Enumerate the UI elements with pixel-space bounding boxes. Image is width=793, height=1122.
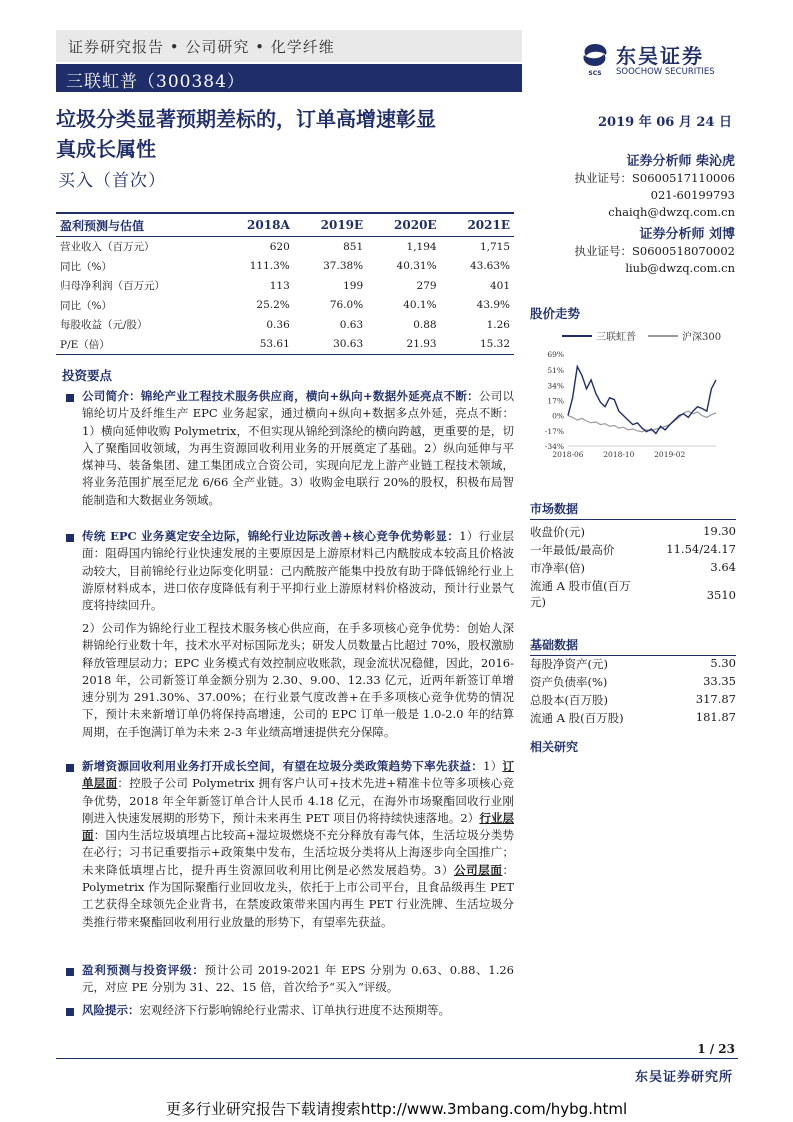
bullet-icon	[66, 1008, 74, 1016]
market-label: 收盘价(元)	[530, 525, 585, 539]
forecast-header: 2019E	[294, 213, 367, 237]
forecast-table	[56, 212, 514, 355]
y-tick-label: 0%	[552, 411, 564, 421]
report-date: 2019 年 06 月 24 日	[598, 115, 732, 130]
market-data-table	[530, 524, 736, 610]
point-6-heading: 风险提示：	[82, 1003, 140, 1017]
table-cell: 199	[343, 279, 364, 292]
related-research-title: 相关研究	[530, 740, 579, 754]
basic-label: 资产负债率(%)	[530, 675, 608, 689]
logo-mark-text: SCS	[588, 70, 602, 76]
forecast-header-row	[56, 213, 514, 237]
point-4-text-3: ：国内生活垃圾填埋占比较高+湿垃圾燃烧不充分释放有毒气体，生活垃圾分类势在必行；习书记重要指示+政策集中发布，生活垃圾分类将从上海逐步向全国推广；未来降低填埋占比，提升再生资源回收利用比例是必然发展趋势。3）	[82, 828, 514, 877]
table-row	[530, 692, 736, 710]
point-recycling	[82, 758, 514, 931]
point-company-intro	[82, 388, 514, 509]
table-cell: 1,194	[406, 240, 437, 253]
point-epc-advantages	[82, 620, 514, 741]
table-cell: 43.63%	[469, 260, 510, 273]
y-tick-label: 51%	[547, 366, 564, 376]
analyst-1-name: 证券分析师 柴沁虎	[626, 154, 735, 169]
table-cell: 279	[416, 279, 437, 292]
table-cell: 归母净利润（百万元）	[60, 280, 165, 293]
soochow-logo-icon	[580, 42, 610, 76]
y-tick-label: 69%	[547, 350, 564, 359]
table-cell: 同比（%）	[60, 299, 112, 312]
point-5-text: 预计公司 2019-2021 年 EPS 分别为 0.63、0.88、1.26 元，对应 PE 分别为 31、22、15 倍，首次给予“买入”评级。	[82, 963, 515, 995]
table-cell: 21.93	[367, 335, 440, 355]
basic-label: 流通 A 股(百万股)	[530, 711, 624, 725]
forecast-header: 2021E	[441, 213, 514, 237]
table-cell: 40.31%	[396, 260, 437, 273]
market-label: 流通 A 股市值(百万元)	[530, 579, 631, 609]
basic-value: 317.87	[695, 692, 736, 706]
table-row	[56, 276, 514, 296]
report-title-line1: 垃圾分类显著预期差标的，订单高增速彰显	[56, 107, 436, 131]
report-title-line2: 真成长属性	[56, 137, 156, 161]
y-tick-label: 17%	[547, 396, 564, 406]
table-cell: 40.1%	[403, 299, 437, 312]
analyst-1	[575, 153, 736, 221]
table-cell: 111.3%	[249, 260, 290, 273]
table-row	[530, 578, 736, 610]
forecast-header: 盈利预测与估值	[56, 213, 220, 237]
point-5-heading: 盈利预测与投资评级：	[82, 963, 205, 977]
table-cell: 43.9%	[476, 299, 510, 312]
market-data-title: 市场数据	[530, 500, 736, 520]
y-tick-label: 34%	[547, 381, 564, 391]
bullet-icon	[66, 534, 74, 542]
analyst-1-email[interactable]: chaiqh@dwzq.com.cn	[608, 205, 735, 219]
table-cell: 25.2%	[256, 299, 290, 312]
market-value: 3510	[706, 588, 736, 602]
table-cell: P/E（倍）	[56, 335, 220, 355]
legend-stock-label: 三联虹普	[596, 332, 636, 343]
x-tick-label: 2018-10	[603, 450, 635, 459]
market-label: 一年最低/最高价	[530, 543, 615, 557]
table-cell: 营业收入（百万元）	[60, 241, 155, 254]
basic-label: 总股本(百万股)	[530, 693, 608, 707]
point-4-heading: 新增资源回收利用业务打开成长空间，有望在垃圾分类政策趋势下率先获益：	[82, 759, 484, 773]
table-row	[56, 296, 514, 316]
point-2-text: 1）行业层面：阻碍国内锦纶行业快速发展的主要原因是上游原材料己内酰胺成本较高且价格波动较大，目前锦纶行业边际变化明显：己内酰胺产能集中投放有助于降低锦纶行业上游原材料成本，进口依存度降低有利于平抑行业上游原材料价格波动，预计行业景气度将持续回升。	[82, 529, 514, 613]
point-epc-business	[82, 528, 514, 614]
table-row	[56, 335, 514, 355]
market-value: 19.30	[703, 524, 736, 538]
legend-index-label: 沪深300	[682, 332, 722, 343]
table-cell: 76.0%	[329, 299, 364, 312]
table-cell: 1,715	[479, 240, 510, 253]
table-row	[56, 257, 514, 277]
basic-value: 181.87	[695, 710, 736, 724]
analyst-2-name: 证券分析师 刘博	[639, 227, 735, 242]
stock-chart	[530, 322, 736, 466]
table-cell: 30.63	[294, 335, 367, 355]
analyst-1-phone: 021-60199793	[650, 188, 735, 202]
x-tick-label: 2019-02	[654, 450, 686, 459]
table-cell: 0.36	[266, 318, 290, 331]
basic-data-table	[530, 656, 736, 728]
market-label: 市净率(倍)	[530, 561, 585, 575]
analyst-1-cert: 执业证号：S0600517110006	[574, 171, 735, 185]
basic-data-title: 基础数据	[530, 636, 736, 656]
table-row	[530, 710, 736, 728]
stock-chart-title: 股价走势	[530, 306, 581, 321]
footer-download-link[interactable]: 更多行业研究报告下载请搜索http://www.3mbang.com/hybg.html	[165, 1100, 628, 1118]
point-risk	[82, 1002, 514, 1019]
x-tick-label: 2018-06	[552, 450, 584, 459]
point-2-heading: 传统 EPC 业务奠定安全边际，锦纶行业边际改善+核心竞争优势彰显：	[82, 529, 460, 543]
bullet-icon	[66, 968, 74, 976]
point-4-text-4: ：Polymetrix 作为国际聚酯行业回收龙头，依托于上市公司平台，且食品级再生 PET 工艺获得全球领先企业背书，在禁废政策带来国内再生 PET 行业洗牌、生活垃圾分类推行带来聚酯回收利用行业放量的形势下，有望率先获益。	[82, 862, 514, 929]
logo-subtext: SOOCHOW SECURITIES	[616, 67, 715, 77]
point-3-text: 2）公司作为锦纶行业工程技术服务核心供应商，在手多项核心竞争优势：创始人深耕锦纶行业数十年，技术水平对标国际龙头；研发人员数量占比超过 70%，股权激励释放管理层动力；EPC 业务模式有效控制应收账款，现金流状况稳健，因此，2016-2018 年，公司新签订单金额分别为 2.30、9.00、12.33 亿元，近两年新签订单增速分别为 291.30%、37.00%；在行业景气度改善+在手多项核心竞争优势的情况下，预计未来新增订单仍将保持高增速，公司的 EPC 订单一般是 1.0-2.0 年的结算周期，在手饱满订单为未来 2-3 年业绩高增速提供充分保障。	[82, 621, 514, 739]
point-4-text-1: 1）	[483, 759, 503, 773]
analyst-2	[575, 226, 736, 277]
forecast-header: 2018A	[220, 213, 294, 237]
report-title	[56, 104, 526, 164]
market-value: 11.54/24.17	[666, 542, 736, 556]
point-1-heading: 公司简介：锦纶产业工程技术服务供应商，横向+纵向+数据外延亮点不断：	[82, 389, 479, 403]
breadcrumb: 证券研究报告 • 公司研究 • 化学纤维	[68, 38, 335, 56]
basic-label: 每股净资产(元)	[530, 657, 608, 671]
table-row	[530, 674, 736, 692]
page-number: 1 / 23	[697, 1042, 735, 1056]
point-4-underline-3: 公司层面	[453, 862, 503, 877]
table-row	[56, 315, 514, 335]
table-cell: 113	[269, 279, 290, 292]
table-cell: 37.38%	[323, 260, 364, 273]
point-4-underline-1: 订单层面	[82, 759, 514, 791]
table-row	[530, 524, 736, 542]
point-forecast	[82, 962, 514, 997]
y-tick-label: -17%	[544, 426, 564, 436]
table-cell: 每股收益（元/股）	[60, 319, 148, 332]
point-4-text-2: ：控股子公司 Polymetrix 拥有客户认可+技术先进+精准卡位等多项核心竞争优势，2018 年全年新签订单合计人民币 4.18 亿元，在海外市场聚酯回收行业刚刚进入快速发展期的形势下，预计未来再生 PET 项目仍将持续快速落地。2）	[82, 776, 515, 825]
table-cell: 0.88	[413, 318, 437, 331]
analyst-2-email[interactable]: liub@dwzq.com.cn	[625, 261, 735, 275]
basic-value: 33.35	[703, 674, 736, 688]
points-title: 投资要点	[62, 368, 113, 383]
company-name: 三联虹普（300384）	[66, 72, 245, 92]
analyst-2-cert: 执业证号：S0600518070002	[574, 244, 735, 258]
table-row	[56, 237, 514, 257]
table-row	[530, 656, 736, 674]
basic-value: 5.30	[710, 656, 736, 670]
market-value: 3.64	[710, 560, 736, 574]
footer-divider	[56, 1058, 738, 1059]
bullet-icon	[66, 764, 74, 772]
bullet-icon	[66, 394, 74, 402]
table-cell: 同比（%）	[60, 260, 112, 273]
logo-text: 东吴证券	[616, 44, 704, 68]
table-cell: 401	[489, 279, 510, 292]
table-row	[530, 560, 736, 578]
table-cell: 1.26	[486, 318, 510, 331]
table-cell: 0.63	[339, 318, 364, 331]
forecast-header: 2020E	[367, 213, 440, 237]
table-cell: 53.61	[220, 335, 294, 355]
table-row	[530, 542, 736, 560]
header-breadcrumb-band	[56, 30, 522, 62]
rating: 买入（首次）	[58, 171, 166, 191]
point-6-text: 宏观经济下行影响锦纶行业需求、订单执行进度不达预期等。	[139, 1003, 450, 1017]
table-cell: 620	[269, 240, 290, 253]
point-4-underline-2: 行业层面	[82, 810, 515, 843]
table-cell: 851	[343, 240, 364, 253]
y-tick-label: -34%	[544, 442, 564, 451]
company-band	[56, 64, 522, 92]
point-1-text: 公司以锦纶切片及纤维生产 EPC 业务起家，通过横向+纵向+数据多点外延，亮点不断：1）横向延伸收购 Polymetrix，不但实现从锦纶到涤纶的横向跨越，更重要的是，切入了聚酯回收领域，为再生资源回收利用业务的开展奠定了基础。2）纵向延伸与平煤神马、装备集团、建工集团成立合资公司，实现向尼龙上游产业链工程技术领域，将业务范围扩展至尼龙 6/66 全产业链。3）收购金电联行 20%的股权，积极布局智能制造和大数据业务领域。	[82, 389, 514, 507]
footer-brand: 东吴证券研究所	[634, 1070, 733, 1085]
table-cell: 15.32	[441, 335, 514, 355]
